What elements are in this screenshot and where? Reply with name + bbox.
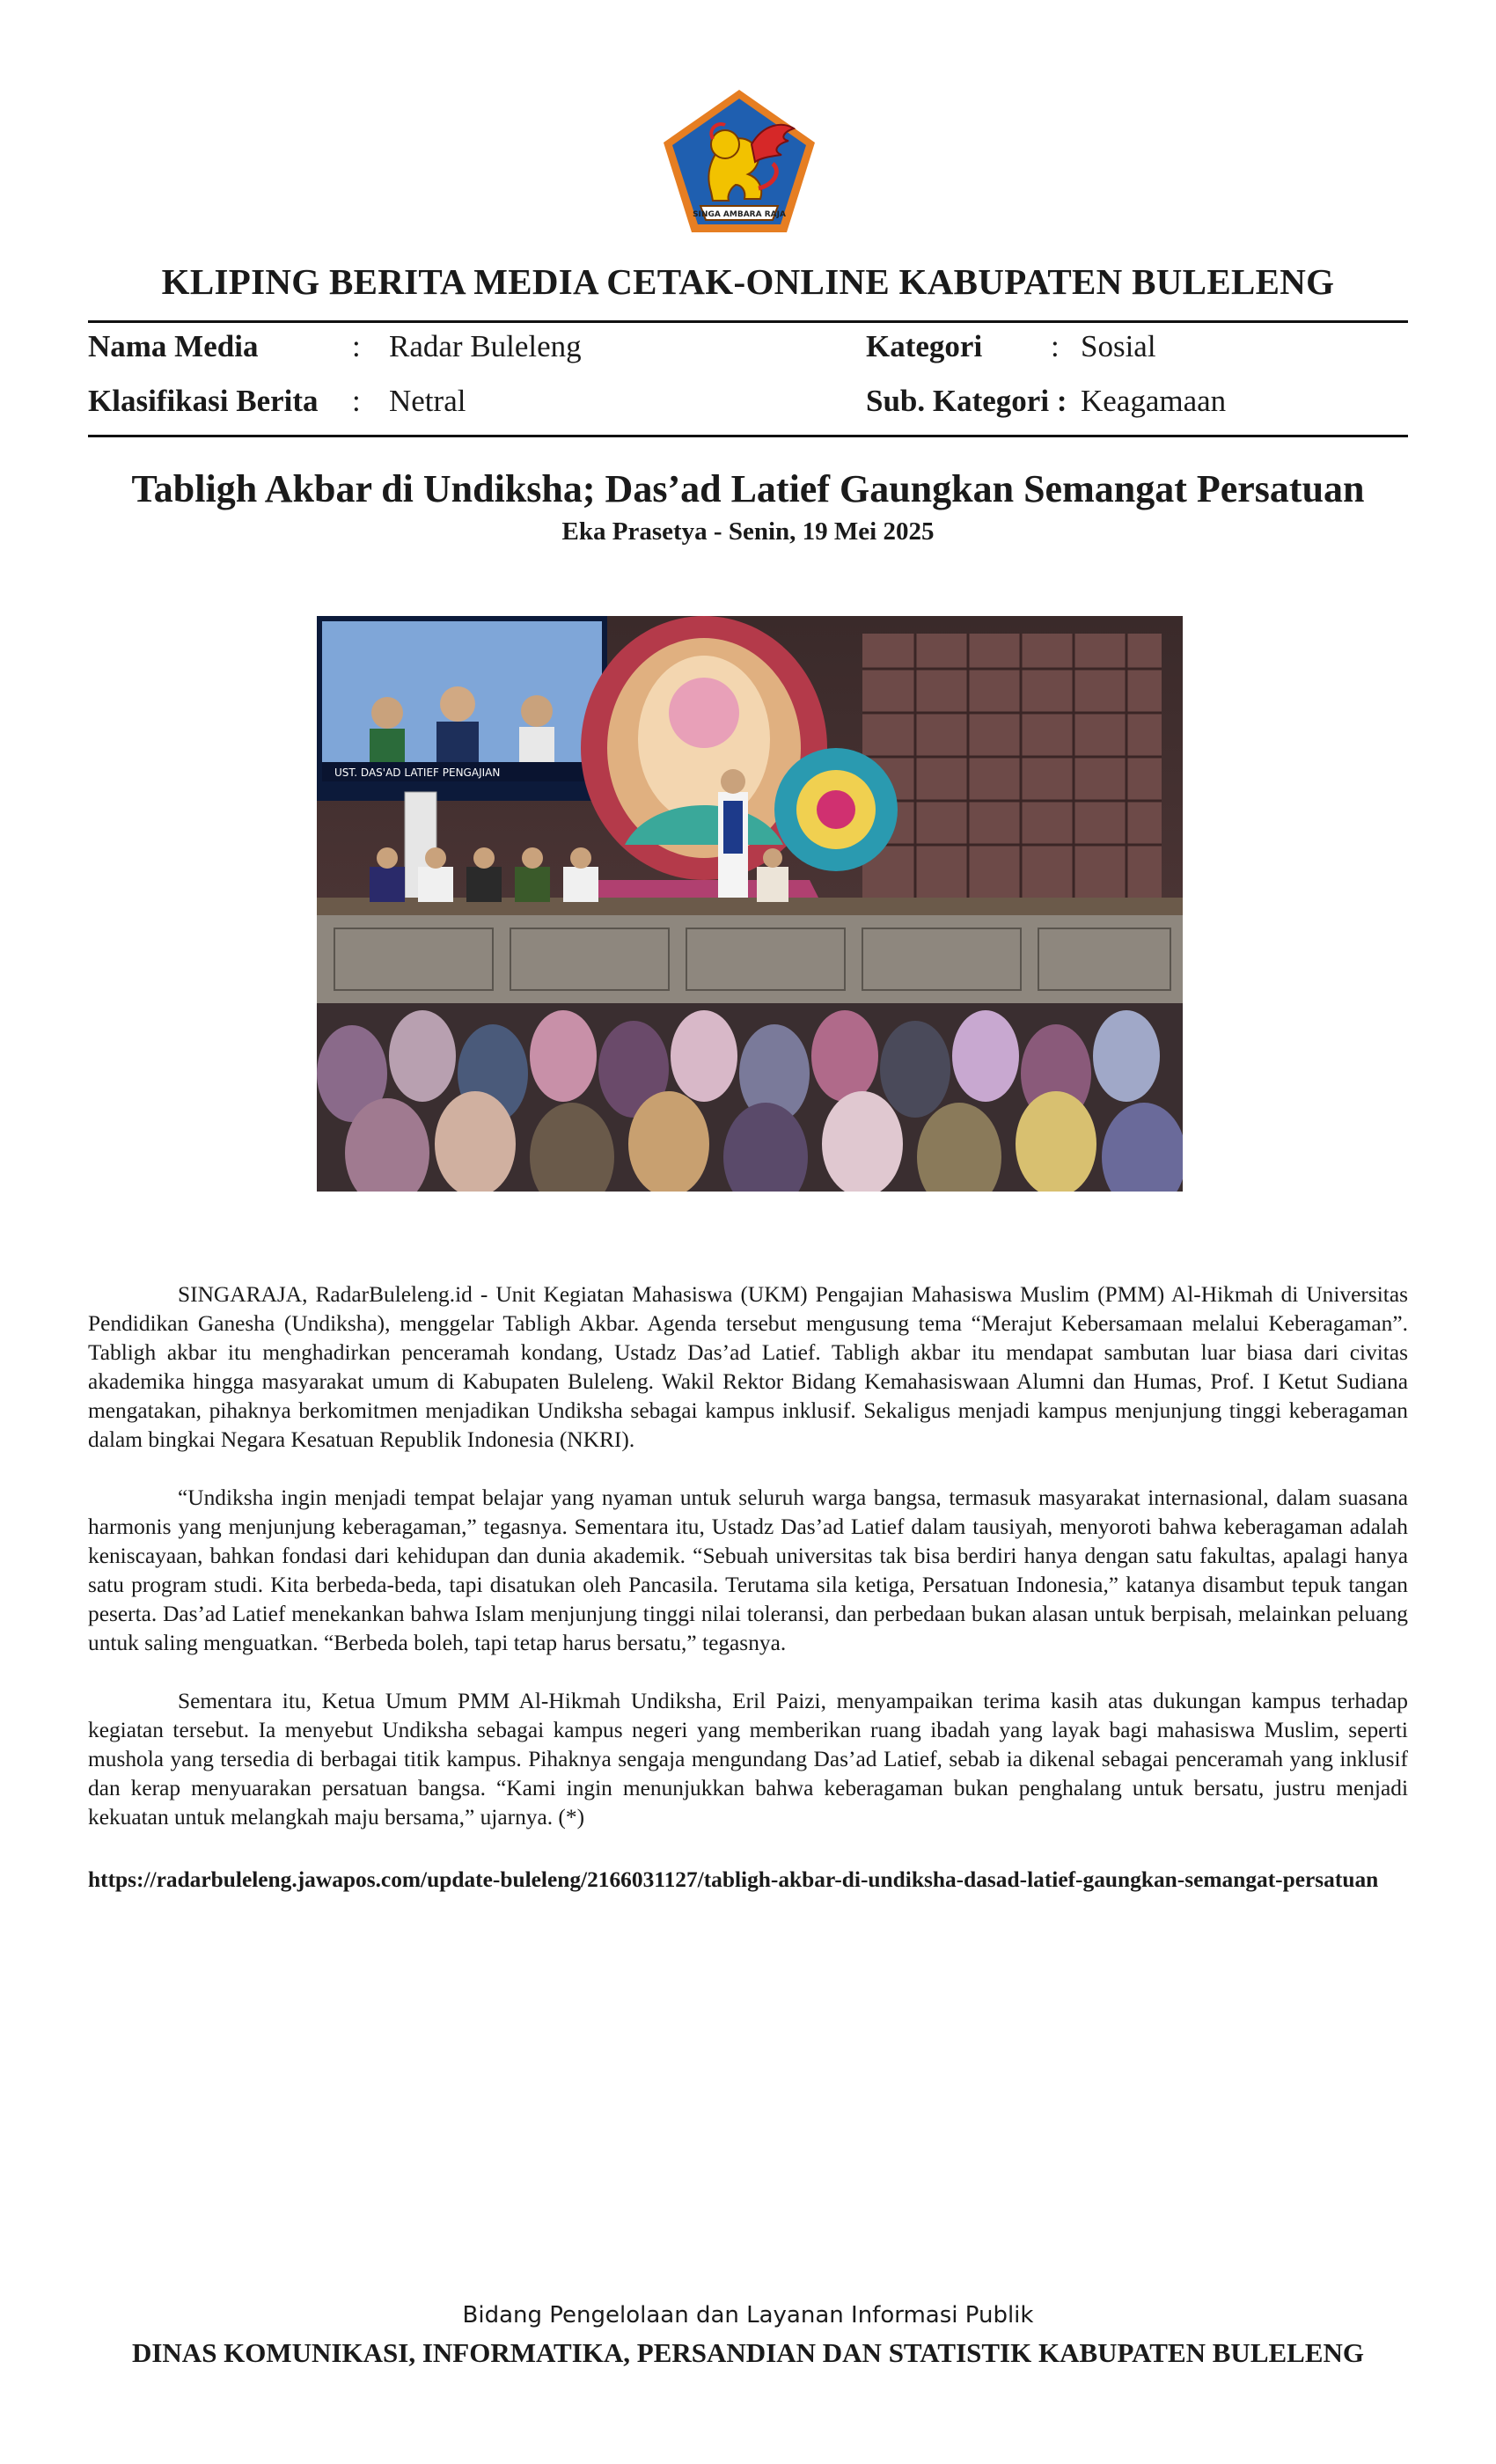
meta-media-row xyxy=(88,329,704,373)
media-value: Radar Buleleng xyxy=(389,329,582,363)
article-paragraph: Sementara itu, Ketua Umum PMM Al-Hikmah Undiksha, Eril Paizi, menyampaikan terima kasih atas dukungan kampus terhadap kegiatan tersebut. Ia menyebut Undiksha sebagai kampus negeri yang memberikan ruang ibadah yang layak bagi mahasiswa Muslim, seperti mushola yang tersedia di berbagai titik kampus. Pihaknya sengaja mengundang Das’ad Latief, sebab ia dikenal sebagai penceramah yang inklusif dan kerap menyuarakan persatuan bangsa. “Kami ingin menunjukkan bahwa keberagaman bukan penghalang untuk bersatu, justru menjadi kekuatan untuk melangkah maju bersama,” ujarnya. (*) xyxy=(88,1689,1408,1830)
category-value: Sosial xyxy=(1081,329,1156,363)
media-label: Nama Media xyxy=(88,329,259,363)
article-title: Tabligh Akbar di Undiksha; Das’ad Latief Gaungkan Semangat Persatuan xyxy=(131,467,1365,510)
header-divider-top xyxy=(88,320,1408,323)
article-paragraph: “Undiksha ingin menjadi tempat belajar yang nyaman untuk seluruh warga bangsa, termasuk masyarakat internasional, dalam suasana harmonis yang menjunjung keberagaman,” tegasnya. Sementara itu, Ustadz Das’ad Latief dalam tausiyah, menyoroti bahwa keberagaman adalah keniscayaan, bahkan fondasi dari kehidupan dan dunia akademik. “Sebuah universitas tak bisa berdiri hanya dengan satu fakultas, apalagi hanya satu program studi. Kita berbeda-beda, tapi disatukan oleh Pancasila. Terutama sila ketiga, Persatuan Indonesia,” katanya disambut tepuk tangan peserta. Das’ad Latief menekankan bahwa Islam menjunjung tinggi nilai toleransi, dan perbedaan bukan alasan untuk berpisah, melainkan peluang untuk saling menguatkan. “Berbeda boleh, tapi tetap harus bersatu,” tegasnya. xyxy=(88,1485,1408,1655)
media-colon: : xyxy=(352,329,361,363)
source-url-link[interactable]: https://radarbuleleng.jawapos.com/update-buleleng/2166031127/tabligh-akbar-di-undiksha-dasad-latief-gaungkan-semangat-persatuan xyxy=(88,1867,1379,1892)
subcategory-value: Keagamaan xyxy=(1081,384,1227,418)
article-body xyxy=(88,1280,1408,1861)
footer-department: Bidang Pengelolaan dan Layanan Informasi Publik xyxy=(462,2302,1034,2328)
screen-caption: UST. DAS'AD LATIEF PENGAJIAN xyxy=(334,766,501,779)
footer-agency: DINAS KOMUNIKASI, INFORMATIKA, PERSANDIAN DAN STATISTIK KABUPATEN BULELENG xyxy=(131,2337,1365,2368)
clipping-header-title: KLIPING BERITA MEDIA CETAK-ONLINE KABUPATEN BULELENG xyxy=(161,261,1335,302)
classification-label: Klasifikasi Berita xyxy=(88,384,319,418)
classification-colon: : xyxy=(352,384,361,418)
event-photo xyxy=(317,616,1183,1192)
meta-subcategory-row xyxy=(866,384,1408,428)
meta-classification-row xyxy=(88,384,704,428)
header-divider-bottom xyxy=(88,435,1408,437)
subcategory-label: Sub. Kategori : xyxy=(866,384,1067,418)
meta-category-row xyxy=(866,329,1408,373)
emblem-banner-text: SINGA AMBARA RAJA xyxy=(693,210,786,219)
article-paragraph: SINGARAJA, RadarBuleleng.id - Unit Kegiatan Mahasiswa (UKM) Pengajian Mahasiswa Muslim (PMM) Al-Hikmah di Universitas Pendidikan Ganesha (Undiksha), menggelar Tabligh Akbar. Agenda tersebut mengusung tema “Merajut Kebersamaan melalui Keberagaman”. Tabligh akbar itu menghadirkan penceramah kondang, Ustadz Das’ad Latief. Tabligh akbar itu mendapat sambutan luar biasa dari civitas akademika hingga masyarakat umum di Kabupaten Buleleng. Wakil Rektor Bidang Kemahasiswaan Alumni dan Humas, Prof. I Ketut Sudiana mengatakan, pihaknya berkomitmen menjadikan Undiksha sebagai kampus inklusif. Sekaligus menjadi kampus menjunjung tinggi keberagaman dalam bingkai Negara Kesatuan Republik Indonesia (NKRI). xyxy=(88,1282,1408,1452)
category-label: Kategori xyxy=(866,329,983,363)
classification-value: Netral xyxy=(389,384,466,418)
buleleng-emblem-logo xyxy=(660,86,818,238)
category-colon: : xyxy=(1051,329,1060,363)
article-byline: Eka Prasetya - Senin, 19 Mei 2025 xyxy=(561,517,935,546)
